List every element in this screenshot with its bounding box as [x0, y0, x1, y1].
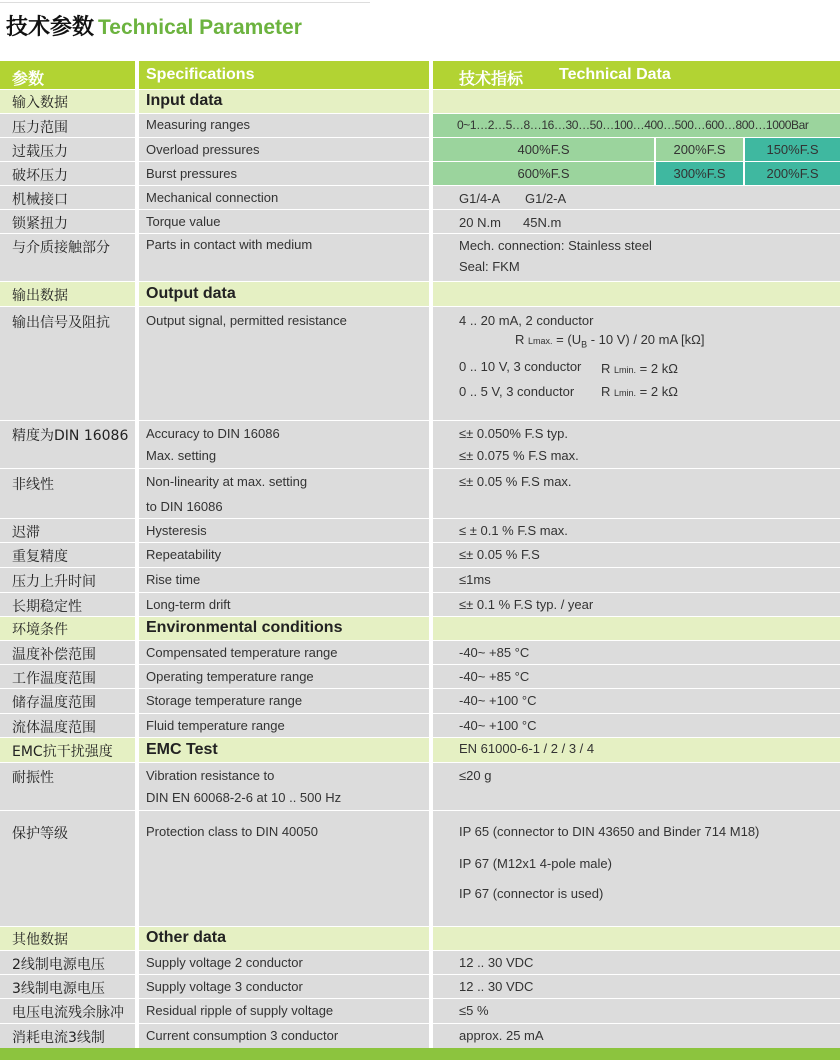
row-curr-en: [139, 1024, 429, 1048]
row-mech-en: [139, 186, 429, 209]
row-signal-l3-sub: Lmin.: [614, 365, 637, 375]
row-repeat-cn-text: 重复精度: [12, 549, 68, 565]
row-drift-en: [139, 593, 429, 616]
row-torque-cn: [0, 210, 135, 233]
row-ripple-cn: [0, 999, 135, 1023]
header-param-label: 参数: [12, 69, 45, 88]
row-hyst-en: [139, 519, 429, 542]
row-torque-cn-text: 锁紧扭力: [12, 216, 68, 232]
row-sup2-en-text: Supply voltage 2 conductor: [146, 955, 303, 970]
row-sup3-en-text: Supply voltage 3 conductor: [146, 979, 303, 994]
row-sup3-cn-text: 3线制电源电压: [12, 981, 105, 997]
row-nonlin-en2: to DIN 16086: [146, 499, 223, 514]
row-repeat-v: ≤± 0.05 % F.S: [459, 547, 540, 562]
row-comp-en: [139, 641, 429, 664]
row-signal-l2-sub: Lmax.: [528, 336, 553, 346]
section-emc-en-text: EMC Test: [146, 741, 218, 758]
row-vib-en: [139, 763, 429, 810]
bottom-bar: [0, 1048, 840, 1060]
section-output-val: [433, 282, 840, 306]
row-signal-val: [433, 307, 840, 420]
row-prot-cn: [0, 811, 135, 926]
row-sup3-val: [433, 975, 840, 998]
row-nonlin-en1: Non-linearity at max. setting: [146, 474, 308, 489]
row-overload-v1: [433, 138, 654, 161]
section-input-en: [139, 90, 429, 113]
row-hyst-v: ≤ ± 0.1 % F.S max.: [459, 523, 568, 538]
row-prot-v2: IP 67 (M12x1 4-pole male): [459, 856, 612, 871]
row-signal-l3-eq: = 2 kΩ: [639, 361, 678, 376]
row-signal-cn: [0, 307, 135, 420]
row-sup2-cn: [0, 951, 135, 974]
row-oper-en: [139, 665, 429, 688]
row-ripple-val: [433, 999, 840, 1023]
row-fluid-en: [139, 714, 429, 737]
row-curr-val: [433, 1024, 840, 1048]
section-output-en-text: Output data: [146, 285, 236, 302]
row-signal-en-text: Output signal, permitted resistance: [146, 313, 347, 328]
row-parts-val: [433, 234, 840, 281]
row-fluid-v: -40~ +100 °C: [459, 718, 537, 733]
row-nonlin-v: ≤± 0.05 % F.S max.: [459, 474, 572, 489]
row-oper-val: [433, 665, 840, 688]
row-parts-cn-text: 与介质接触部分: [12, 240, 110, 256]
row-hyst-cn: [0, 519, 135, 542]
row-overload-cn-text: 过载压力: [12, 144, 68, 160]
row-torque-en: [139, 210, 429, 233]
section-env-cn: [0, 617, 135, 640]
row-oper-en-text: Operating temperature range: [146, 669, 314, 684]
row-vib-en1: Vibration resistance to: [146, 768, 275, 783]
row-hyst-en-text: Hysteresis: [146, 523, 207, 538]
row-vib-v: ≤20 g: [459, 768, 492, 783]
row-signal-l4-sub: Lmin.: [614, 388, 637, 398]
section-input-cn-text: 输入数据: [12, 95, 68, 111]
row-parts-en: [139, 234, 429, 281]
row-accuracy-cn: [0, 421, 135, 468]
row-hyst-cn-text: 迟滞: [12, 525, 40, 541]
row-torque-en-text: Torque value: [146, 214, 221, 229]
row-range-val-text: 0~1…2…5…8…16…30…50…100…400…500…600…800…1000Bar: [457, 118, 809, 132]
section-env-en: [139, 617, 429, 640]
row-burst-en: [139, 162, 429, 185]
row-accuracy-en1: Accuracy to DIN 16086: [146, 426, 280, 441]
section-env-en-text: Environmental conditions: [146, 619, 343, 636]
row-fluid-cn: [0, 714, 135, 737]
row-overload-v3-text: 150%F.S: [766, 142, 819, 157]
row-signal-cn-text: 输出信号及阻抗: [12, 315, 110, 331]
section-other-en-text: Other data: [146, 929, 227, 946]
row-repeat-en-text: Repeatability: [146, 547, 222, 562]
row-burst-v3: [745, 162, 840, 185]
section-env-val: [433, 617, 840, 640]
header-spec-label: Specifications: [146, 66, 255, 83]
header-spec: [139, 61, 429, 89]
section-env-cn-text: 环境条件: [12, 622, 68, 638]
row-store-cn-text: 储存温度范围: [12, 695, 96, 711]
row-parts-en-text: Parts in contact with medium: [146, 237, 313, 252]
header-tech-cn: 技术指标: [459, 69, 524, 88]
row-curr-v: approx. 25 mA: [459, 1028, 544, 1043]
row-signal-l2-rest: - 10 V) / 20 mA [kΩ]: [590, 332, 705, 347]
row-nonlin-cn: [0, 469, 135, 518]
page-title-en: Technical Parameter: [98, 16, 302, 39]
row-nonlin-en: [139, 469, 429, 518]
row-fluid-cn-text: 流体温度范围: [12, 720, 96, 736]
row-mech-v1: G1/4-A: [459, 191, 501, 206]
row-burst-en-text: Burst pressures: [146, 166, 238, 181]
row-signal-l1: 4 .. 20 mA, 2 conductor: [459, 313, 594, 328]
row-curr-en-text: Current consumption 3 conductor: [146, 1028, 339, 1043]
row-store-en: [139, 689, 429, 713]
row-parts-cn: [0, 234, 135, 281]
row-accuracy-cn-text: 精度为DIN 16086: [12, 428, 129, 444]
row-drift-cn: [0, 593, 135, 616]
row-repeat-en: [139, 543, 429, 567]
row-drift-val: [433, 593, 840, 616]
row-nonlin-val: [433, 469, 840, 518]
row-repeat-cn: [0, 543, 135, 567]
row-oper-v: -40~ +85 °C: [459, 669, 530, 684]
row-burst-v2: [656, 162, 743, 185]
row-range-en-text: Measuring ranges: [146, 117, 251, 132]
row-signal-l4-a: 0 .. 5 V, 3 conductor: [459, 384, 575, 399]
row-overload-v1-text: 400%F.S: [517, 142, 570, 157]
row-signal-l4-eq: = 2 kΩ: [639, 384, 678, 399]
row-sup2-val: [433, 951, 840, 974]
row-burst-cn: [0, 162, 135, 185]
row-comp-cn-text: 温度补偿范围: [12, 647, 96, 663]
row-signal-l2: [515, 332, 840, 350]
row-accuracy-v2: ≤± 0.075 % F.S max.: [459, 448, 579, 463]
row-sup3-v: 12 .. 30 VDC: [459, 979, 534, 994]
row-mech-v2: G1/2-A: [525, 191, 567, 206]
row-rise-v: ≤1ms: [459, 572, 491, 587]
row-burst-v3-text: 200%F.S: [766, 166, 819, 181]
section-input-en-text: Input data: [146, 92, 223, 109]
row-nonlin-cn-text: 非线性: [12, 477, 54, 493]
row-fluid-en-text: Fluid temperature range: [146, 718, 285, 733]
row-parts-v1: Mech. connection: Stainless steel: [459, 238, 652, 253]
section-other-cn-text: 其他数据: [12, 932, 68, 948]
row-drift-cn-text: 长期稳定性: [12, 599, 82, 615]
row-signal-l2-sub2: B: [581, 339, 588, 350]
row-mech-val: [433, 186, 840, 209]
page-title-cn: 技术参数: [6, 15, 95, 40]
row-comp-v: -40~ +85 °C: [459, 645, 530, 660]
row-store-en-text: Storage temperature range: [146, 693, 303, 708]
row-vib-val: [433, 763, 840, 810]
row-hyst-val: [433, 519, 840, 542]
row-overload-v2: [656, 138, 743, 161]
row-prot-en-text: Protection class to DIN 40050: [146, 824, 318, 839]
row-curr-cn: [0, 1024, 135, 1048]
row-oper-cn-text: 工作温度范围: [12, 671, 96, 687]
row-sup2-cn-text: 2线制电源电压: [12, 957, 105, 973]
row-overload-cn: [0, 138, 135, 161]
row-sup3-en: [139, 975, 429, 998]
row-overload-en: [139, 138, 429, 161]
row-burst-v2-text: 300%F.S: [673, 166, 726, 181]
row-drift-en-text: Long-term drift: [146, 597, 231, 612]
row-rise-en-text: Rise time: [146, 572, 201, 587]
row-store-cn: [0, 689, 135, 713]
section-other-cn: [0, 927, 135, 950]
row-burst-cn-text: 破坏压力: [12, 168, 68, 184]
header-param: [0, 61, 135, 89]
row-prot-val: [433, 811, 840, 926]
row-ripple-v: ≤5 %: [459, 1003, 489, 1018]
row-accuracy-en2: Max. setting: [146, 448, 217, 463]
header-tech-en: Technical Data: [559, 66, 671, 83]
title-bar: [0, 0, 840, 60]
row-rise-cn: [0, 568, 135, 592]
row-sup3-cn: [0, 975, 135, 998]
row-parts-v2: Seal: FKM: [459, 259, 520, 274]
row-ripple-en-text: Residual ripple of supply voltage: [146, 1003, 334, 1018]
section-input-val: [433, 90, 840, 113]
row-accuracy-v1: ≤± 0.050% F.S typ.: [459, 426, 568, 441]
section-other-en: [139, 927, 429, 950]
row-burst-v1: [433, 162, 654, 185]
row-prot-v1: IP 65 (connector to DIN 43650 and Binder 714 M18): [459, 824, 760, 839]
header-tech: [433, 61, 840, 89]
row-torque-val: [433, 210, 840, 233]
row-burst-v1-text: 600%F.S: [517, 166, 570, 181]
row-mech-cn-text: 机械接口: [12, 192, 68, 208]
row-vib-cn-text: 耐振性: [12, 770, 54, 786]
section-emc-val: [433, 738, 840, 762]
row-ripple-en: [139, 999, 429, 1023]
section-output-cn-text: 输出数据: [12, 288, 68, 304]
row-curr-cn-text: 消耗电流3线制: [12, 1030, 105, 1046]
row-oper-cn: [0, 665, 135, 688]
row-signal-l3-r: [601, 361, 840, 376]
section-emc-v: EN 61000-6-1 / 2 / 3 / 4: [459, 741, 595, 756]
row-repeat-val: [433, 543, 840, 567]
row-vib-en2: DIN EN 60068-2-6 at 10 .. 500 Hz: [146, 790, 342, 805]
row-overload-v2-text: 200%F.S: [673, 142, 726, 157]
section-output-cn: [0, 282, 135, 306]
row-sup2-en: [139, 951, 429, 974]
row-comp-val: [433, 641, 840, 664]
row-prot-v3: IP 67 (connector is used): [459, 886, 604, 901]
section-emc-en: [139, 738, 429, 762]
row-signal-l3-a: 0 .. 10 V, 3 conductor: [459, 359, 582, 374]
row-sup2-v: 12 .. 30 VDC: [459, 955, 534, 970]
row-accuracy-val: [433, 421, 840, 468]
row-store-v: -40~ +100 °C: [459, 693, 537, 708]
row-signal-l3-r-text: R: [601, 361, 611, 376]
row-rise-en: [139, 568, 429, 592]
row-signal-l4-r-text: R: [601, 384, 611, 399]
row-torque-v1: 20 N.m: [459, 215, 501, 230]
row-vib-cn: [0, 763, 135, 810]
row-ripple-cn-text: 电压电流残余脉冲: [12, 1005, 124, 1021]
section-emc-cn: [0, 738, 135, 762]
row-rise-val: [433, 568, 840, 592]
row-comp-en-text: Compensated temperature range: [146, 645, 338, 660]
row-store-val: [433, 689, 840, 713]
row-signal-en: [139, 307, 429, 420]
row-rise-cn-text: 压力上升时间: [12, 574, 96, 590]
section-emc-cn-text: EMC抗干扰强度: [12, 744, 113, 760]
row-overload-en-text: Overload pressures: [146, 142, 260, 157]
row-range-cn-text: 压力范围: [12, 120, 68, 136]
section-other-val: [433, 927, 840, 950]
section-output-en: [139, 282, 429, 306]
row-overload-v3: [745, 138, 840, 161]
section-input-cn: [0, 90, 135, 113]
row-mech-en-text: Mechanical connection: [146, 190, 279, 205]
row-torque-v2: 45N.m: [523, 215, 562, 230]
title-rule: [0, 2, 370, 3]
row-prot-en: [139, 811, 429, 926]
row-signal-l2-r: R: [515, 332, 525, 347]
row-fluid-val: [433, 714, 840, 737]
row-range-cn: [0, 114, 135, 137]
row-signal-l2-eq: = (U: [556, 332, 582, 347]
row-range-val: [433, 114, 840, 137]
row-drift-v: ≤± 0.1 % F.S typ. / year: [459, 597, 594, 612]
row-range-en: [139, 114, 429, 137]
row-signal-l4-r: [601, 384, 840, 399]
row-comp-cn: [0, 641, 135, 664]
row-prot-cn-text: 保护等级: [12, 826, 68, 842]
row-accuracy-en: [139, 421, 429, 468]
row-mech-cn: [0, 186, 135, 209]
